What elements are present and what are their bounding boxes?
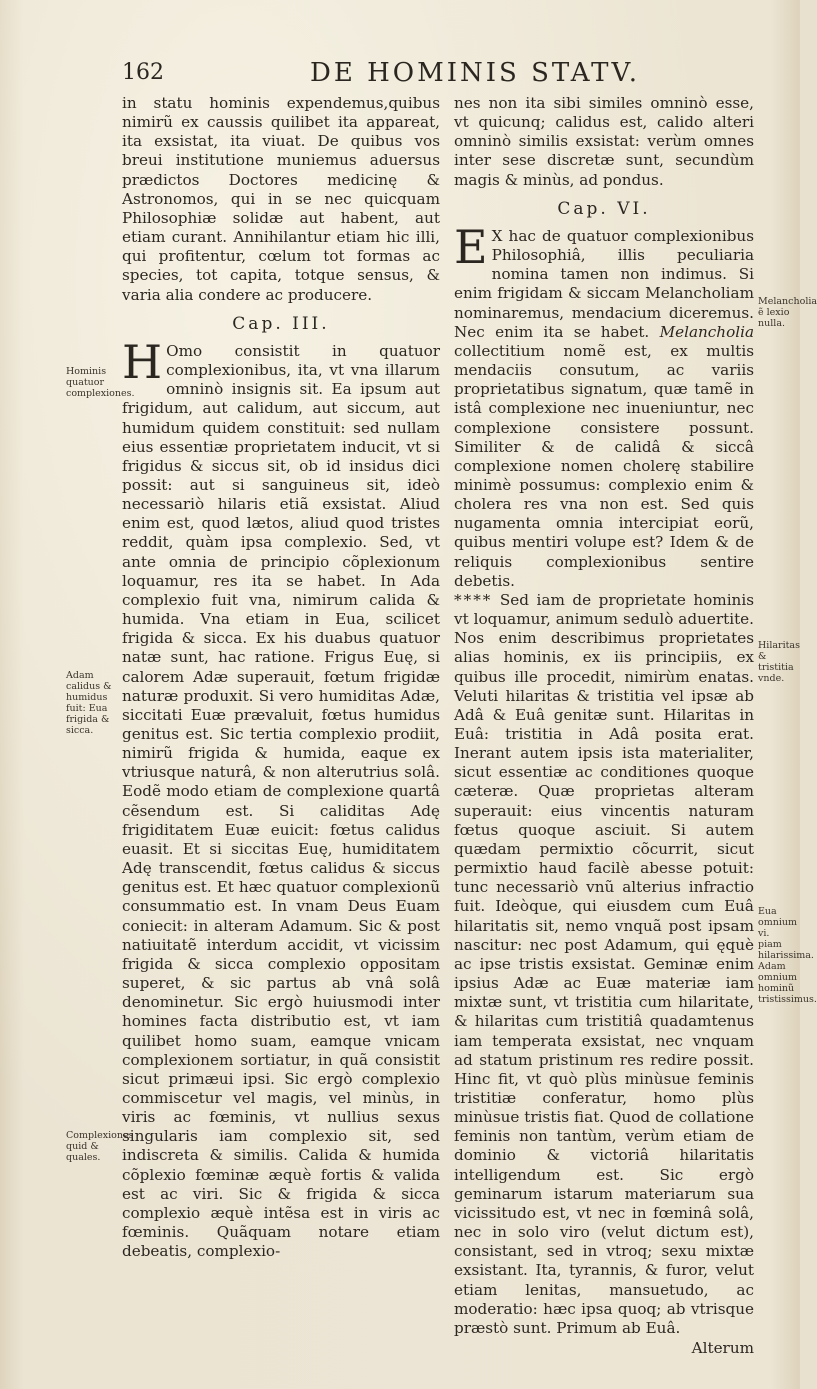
margin-note: Hilaritas & tristitia vnde. bbox=[758, 640, 800, 684]
catchword: Alterum bbox=[691, 1339, 754, 1357]
paragraph: nes non ita sibi similes omninò esse, vt quicunq; calidus est, calido alteri omninò similis exsistat: verùm omnes inter sese discretæ sunt, secundùm magis & minùs, ad pondus. bbox=[454, 94, 754, 189]
drop-capital: H bbox=[122, 334, 163, 389]
margin-note: Hominis quatuor complexiones. bbox=[66, 366, 135, 399]
paragraph: in statu hominis expendemus,quibus nimirũ ex caussis quilibet ita appareat, ita exsistat, ita viuat. De quibus vos breui institutione muniemus aduersus prædictos Doctores medicinę & Astronomos, qui in se nec quicquam Philosophiæ solidæ aut habent, aut etiam curant. Annihilantur etiam hic illi, qui profitentur, cœlum tot formas ac species, tot capita, totque sensus, & varia alia condere ac producere. bbox=[122, 94, 440, 304]
margin-note: Complexiones quid & quales. bbox=[66, 1130, 134, 1163]
paragraph-text: Omo consistit in quatuor complexionibus, ita, vt vna illarum omninò insignis sit. Ea ipsum aut frigidum, aut calidum, aut siccum, aut humidum quidem constituit: sed nullam eius essentiæ proprietatem inducit, vt si frigidus & siccus sit, ob id insidus dici possit: aut si sanguineus sit, ideò necessariò hilaris etiã exsistat. Aliud enim est, quod lætos, aliud quod tristes reddit, quàm ipsa complexio. Sed, vt ante omnia de principio cõplexionum loquamur, res ita se habet. In Ada complexio fuit vna, nimirum calida & humida. Vna etiam in Eua, scilicet frigida & sicca. Ex his duabus quatuor natæ sunt, hac ratione. Frigus Euę, si calorem Adæ superauit, fœtum frigidæ naturæ produxit. Si vero humiditas Adæ, siccitati Euæ prævaluit, fœtus humidus genitus est. Sic tertia complexio prodiit, nimirũ frigida & humida, eaque ex vtriusque naturâ, & non alterutrius solâ. Eodẽ modo etiam de complexione quartâ cẽsendum est. Si caliditas Adę frigiditatem Euæ euicit: fœtus calidus euasit. Et si siccitas Euę, humiditatem Adę transcendit, fœtus calidus & siccus genitus est. Et hæc quatuor complexionũ consummatio est. In vnam Deus Euam coniecit: in alteram Adamum. Sic & post natiuitatẽ interdum accidit, vt vicissim frigida & sicca complexio oppositam superet, & sic partus ab vnâ solâ denominetur. Sic ergò huiusmodi inter homines facta distributio est, vt iam quilibet homo suam, eamque vnicam complexionem sortiatur, in quã consistit sicut primæui ipsi. Sic ergò complexio commiscetur vel magis, vel minùs, in viris ac fœminis, vt nullius sexus singularis iam complexio sit, sed indiscreta & similis. Calida & humida cõplexio fœminæ æquè fortis & valida est ac viri. Sic & frigida & sicca complexio æquè intẽsa est in viris ac fœminis. Quãquam notare etiam debeatis, complexio- bbox=[122, 341, 440, 1261]
drop-capital: E bbox=[454, 219, 488, 274]
margin-note: Adam calidus & humidus fuit: Eua frigida & sicca. bbox=[66, 670, 112, 736]
paragraph-text: X hac de quatuor complexionibus Philosophiâ, illis peculiaria nomina tamen non indimus. Si enim frigidam & siccam Melancholiam nominaremus, mendacium diceremus. Nec enim ita se habet. bbox=[454, 226, 754, 341]
page-number: 162 bbox=[122, 60, 164, 85]
italic-term: Melancholia bbox=[659, 322, 754, 341]
margin-note: Melancholia ẽ lexio nulla. bbox=[758, 296, 817, 329]
paragraph bbox=[122, 334, 440, 1262]
paragraph-text: Sed iam de proprietate hominis vt loquamur, animum sedulò aduertite. Nos enim describimus proprietates alias hominis, ex iis principiis, ex quibus ille procedit, nimirùm enatas. Veluti hilaritas & tristitia vel ipsæ ab Adâ & Euâ genitæ sunt. Hilaritas in Euâ: tristitia in Adâ posita erat. Inerant autem ipsis ista materialiter, sicut essentiæ ac conditiones quoque cæteræ. Quæ proprietas alteram superauit: eius vincentis naturam fœtus quoque asciuit. Si autem quædam permixtio cõcurrit, sicut permixtio haud facilè abesse potuit: tunc necessariò vnũ alterius infractio fuit. Ideòque, qui eiusdem cum Euâ hilaritatis sit, nemo vnquã post ipsam nascitur: nec post Adamum, qui ęquè ac ipse tristis exsistat. Geminæ enim ipsius Adæ ac Euæ materiæ iam mixtæ sunt, vt tristitia cum hilaritate, & hilaritas cum tristitiâ quadamtenus iam temperata exsistat, nec vnquam ad statum pristinum res redire possit. Hinc fit, vt quò plùs minùsue feminis tristitiæ conferatur, homo plùs minùsue tristis fiat. Quod de collatione feminis non tantùm, verùm etiam de dominio & victoriâ hilaritatis intelligendum est. Sic ergò geminarum istarum materiarum sua vicissitudo est, vt nec in fœminâ solâ, nec in solo viro (velut dictum est), consistant, sed in vtroq; sexu mixtæ exsistant. Ita, tyrannis, & furor, velut etiam lenitas, mansuetudo, ac moderatio: hæc ipsa quoq; ab vtrisque præstò sunt. Primum ab Euâ. bbox=[454, 590, 754, 1337]
right-column bbox=[454, 94, 754, 1358]
left-column bbox=[122, 94, 440, 1261]
margin-note: Eua omnium vi. piam hilarissima. Adam omnium hominũ tristissimus. bbox=[758, 906, 817, 1005]
paragraph bbox=[454, 591, 754, 1338]
chapter-heading: Cap. VI. bbox=[557, 198, 651, 219]
paragraph-text: collectitium nomẽ est, ex multis mendaciis consutum, ac variis proprietatibus signatum, quæ tamẽ in istâ complexione nec inueniuntur, nec complexione consistere possunt. Similiter & de calidâ & siccâ complexione nomen cholerę stabilire minimè possumus: complexio enim & cholera res vna non est. Sed quis nugamenta omnia intercipiat eorũ, quibus mentiri volupe est? Idem & de reliquis complexionibus sentire debetis. bbox=[454, 341, 754, 590]
page-header bbox=[122, 58, 782, 92]
chapter-heading: Cap. III. bbox=[232, 313, 330, 334]
running-title: DE HOMINIS STATV. bbox=[310, 58, 640, 88]
paragraph bbox=[454, 219, 754, 591]
asterisk-mark: **** bbox=[454, 590, 493, 609]
